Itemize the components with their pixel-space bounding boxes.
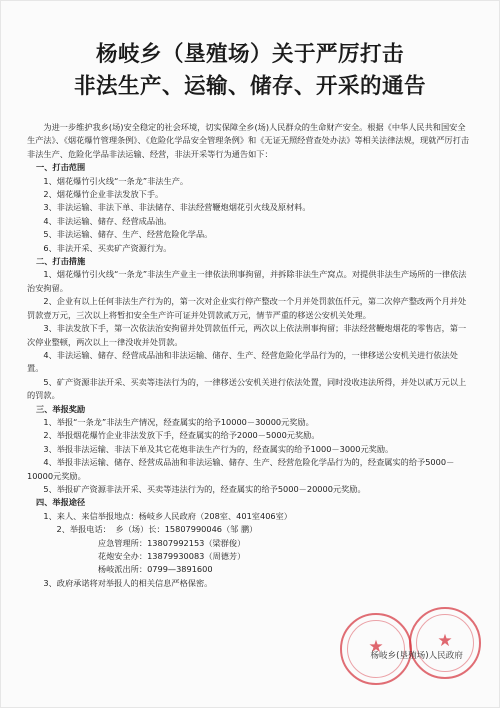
phone-number: 13807992153（梁群俊） <box>147 537 246 548</box>
section-heading-rewards: 三、举报奖励 <box>36 403 86 414</box>
star-icon: ★ <box>437 631 453 651</box>
list-item: 5、矿产资源非法开采、买卖等违法行为的，一律移送公安机关进行依法处置，同时没收违法所得，并处以贰万元以上的罚款。 <box>27 376 467 401</box>
phone-row <box>57 537 473 550</box>
list-item: 5、非法运输、储存、生产、经营危险化学品。 <box>43 229 213 240</box>
phone-number: 15807990046（邹 鹏） <box>164 524 258 535</box>
list-item: 6、非法开采、买卖矿产资源行为。 <box>43 242 172 253</box>
report-location: 1、来人、来信举报地点：杨岐乡人民政府（208室、401室406室） <box>43 510 292 521</box>
privacy-promise: 3、政府承诺将对举报人的相关信息严格保密。 <box>43 577 213 588</box>
section-heading-measures: 二、打击措施 <box>36 256 86 267</box>
list-item: 1、举报“一条龙”非法生产情况，经查属实的给予10000－30000元奖励。 <box>43 416 314 427</box>
phone-row <box>57 550 473 563</box>
list-item: 2、企业有以上任何非法生产行为的，第一次对企业实行停产整改一个月并处罚款伍仟元，第二次停产整改两个月并处罚款壹万元，三次以上将暂扣安全生产许可证并处罚款贰万元，情节严重的移送公安机关处理。 <box>27 296 467 320</box>
official-seal <box>409 607 481 679</box>
phone-number: 13879930083（周德芳） <box>147 551 246 561</box>
list-item: 4、非法运输、储存、经营成品油和非法运输、储存、生产、经营危险化学品行为的，一律移送公安机关进行依法处置。 <box>27 349 458 374</box>
phone-who: 杨岐派出所： <box>97 564 148 575</box>
phone-who: 乡（场）长： <box>115 524 165 535</box>
list-item: 2、烟花爆竹企业非法发放下手。 <box>43 189 164 200</box>
phone-row <box>57 563 473 576</box>
list-item: 3、举报非法运输、非法下单及其它花炮非法生产行为的，经查属实的给予1000－3000元奖励。 <box>43 443 394 454</box>
notice-body <box>27 121 473 590</box>
list-item: 1、烟花爆竹引火线“一条龙”非法生产。 <box>43 175 189 186</box>
list-item: 5、举报矿产资源非法开采、买卖等违法行为的，经查属实的给予5000－20000元奖励。 <box>43 483 366 494</box>
issuer-signature: 杨岐乡(垦殖场)人民政府 <box>370 651 463 661</box>
list-item: 2、举报烟花爆竹企业非法发放下手，经查属实的给予2000－5000元奖励。 <box>43 430 320 441</box>
phone-number: 0799—3891600 <box>147 564 213 575</box>
phone-row <box>57 523 473 536</box>
intro-paragraph: 为进一步维护我乡(场)安全稳定的社会环境，切实保障全乡(场)人民群众的生命财产安全。根据《中华人民共和国安全生产法》、《烟花爆竹管理条例》、《危险化学品安全管理条例》和《无证无照经营查处办法》等相关法律法规，现就严厉打击非法生产、危险化学品非法运输、经营，非法开采等行为通告如下： <box>27 122 470 159</box>
list-item: 3、非法发放下手，第一次依法治安拘留并处罚款伍仟元，两次以上依法刑事拘留；非法经营鞭炮烟花的零售店，第一次停业整顿，两次以上一律没收并处罚款。 <box>27 323 467 347</box>
notice-title-line1: 杨岐乡（垦殖场）关于严厉打击 <box>95 42 404 67</box>
star-icon: ★ <box>368 637 384 657</box>
phone-who: 应急管理所： <box>97 537 148 548</box>
phone-list <box>27 523 473 577</box>
section-heading-channels: 四、举报途径 <box>36 497 86 508</box>
notice-title-line2: 非法生产、运输、储存、开采的通告 <box>73 74 426 99</box>
phone-who: 花炮安全办： <box>97 551 148 561</box>
section-heading-scope: 一、打击范围 <box>36 162 86 173</box>
list-item: 3、非法运输、非法下单、非法储存、非法经营鞭炮烟花引火线及原材料。 <box>43 202 311 213</box>
phone-label: 2、举报电话： <box>56 524 111 535</box>
list-item: 4、非法运输、储存、经营成品油。 <box>43 215 172 226</box>
list-item: 4、举报非法运输、储存、经营成品油和非法运输、储存、生产、经营危险化学品行为的，经查属实的给予5000－10000元奖励。 <box>27 457 455 481</box>
list-item: 1、烟花爆竹引火线“一条龙”非法生产业主一律依法刑事拘留，并拆除非法生产窝点。对提供非法生产场所的一律依法治安拘留。 <box>27 269 467 293</box>
